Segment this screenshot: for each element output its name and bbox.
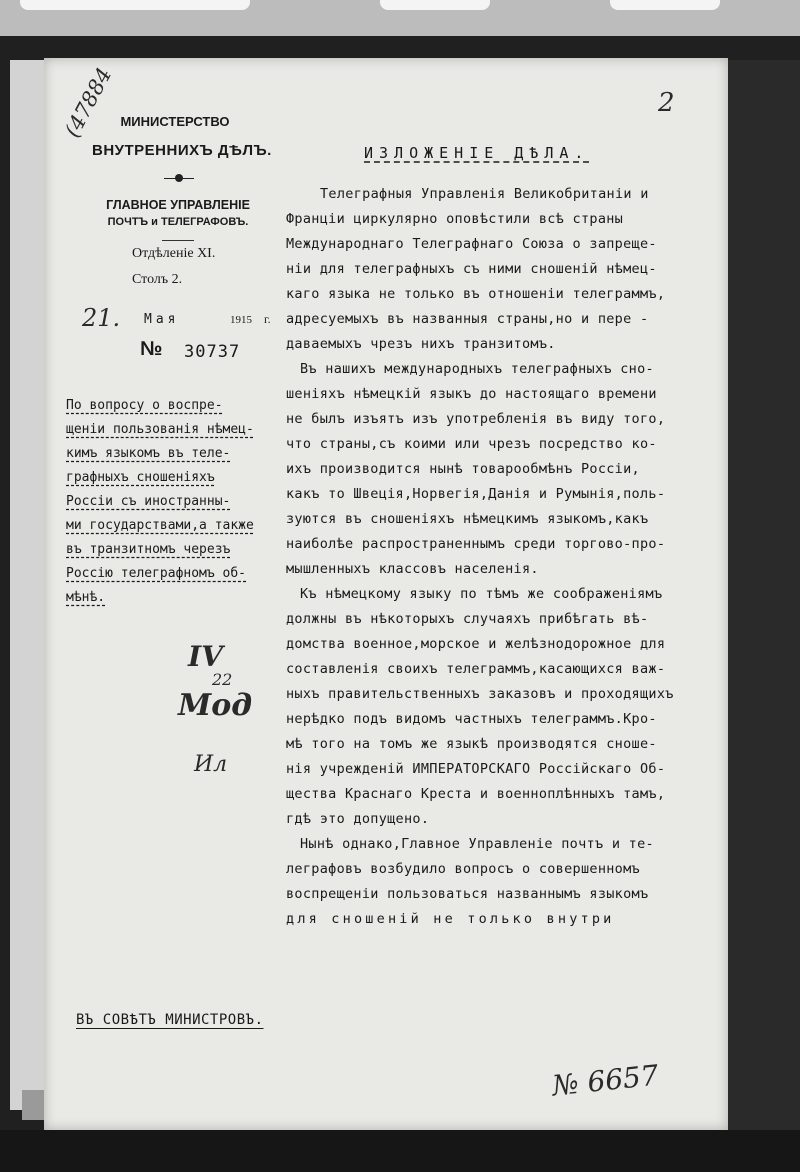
body-line: Нынѣ однако,Главное Управленіе почтъ и те- xyxy=(300,836,654,852)
body-line: Въ нашихъ международныхъ телеграфныхъ сно- xyxy=(300,361,654,377)
marginal-note: 22 xyxy=(212,670,233,689)
marginal-note: IV xyxy=(188,640,223,673)
statement-heading: ИЗЛОЖЕНІЕ ДѢЛА. xyxy=(364,144,590,162)
body-line: Франціи циркулярно оповѣстили всѣ страны xyxy=(286,211,624,227)
body-line: мѣ того на томъ же языкѣ производятся сноше- xyxy=(286,736,657,752)
document-page xyxy=(44,58,728,1130)
body-line: нія учрежденій ИМПЕРАТОРСКАГО Россійскаго Об- xyxy=(286,761,666,777)
film-strip-top xyxy=(0,0,800,36)
body-line: каго языка не только въ отношеніи телеграммъ, xyxy=(286,286,666,302)
page-number: 2 xyxy=(658,88,675,118)
body-line: что страны,съ коими или чрезъ посредство ко- xyxy=(286,436,657,452)
body-line: домства военное,морское и желѣзнодорожное для xyxy=(286,636,666,652)
department-line2: ПОЧТЪ и ТЕЛЕГРАФОВЪ. xyxy=(107,216,249,228)
body-line: шеніяхъ нѣмецкій языкъ до настоящаго времени xyxy=(286,386,657,402)
body-line: леграфовъ возбудило вопросъ о совершенномъ xyxy=(286,861,640,877)
body-line: ихъ производится нынѣ товарообмѣнъ Россіи, xyxy=(286,461,640,477)
date-month: Мая xyxy=(144,312,180,327)
marginal-note: Мод xyxy=(178,688,253,723)
registration-number: № 6657 xyxy=(550,1058,661,1103)
ministry-name-line2: ВНУТРЕННИХЪ ДѢЛЪ. xyxy=(92,142,272,159)
body-line: Къ нѣмецкому языку по тѣмъ же соображеніямъ xyxy=(300,586,663,602)
body-line: нерѣдко подъ видомъ частныхъ телеграммъ.Кро- xyxy=(286,711,657,727)
subject-line: ми государствами,а также xyxy=(66,518,254,533)
body-line: для сношеній не только внутри xyxy=(286,911,615,927)
number-sign: № xyxy=(140,338,163,360)
date-day: 21. xyxy=(82,304,121,332)
body-line: не былъ изъятъ изъ употребленія въ виду того, xyxy=(286,411,666,427)
ornament-dot xyxy=(175,174,183,182)
subject-line: кимъ языкомъ въ теле- xyxy=(66,446,231,461)
marginal-note: Ил xyxy=(194,752,228,777)
subject-line: По вопросу о воспре- xyxy=(66,398,223,413)
body-line: мышленныхъ классовъ населенія. xyxy=(286,561,539,577)
body-line: ніи для телеграфныхъ съ ними сношеній нѣмец- xyxy=(286,261,657,277)
ministry-name-line1: МИНИСТЕРСТВО xyxy=(120,114,230,129)
body-line: щества Краснаго Креста и военноплѣнныхъ тамъ, xyxy=(286,786,666,802)
sprocket-hole xyxy=(20,0,250,10)
body-line: какъ то Швеція,Норвегія,Данія и Румынія,поль- xyxy=(286,486,666,502)
body-line: наиболѣе распространеннымъ среди торгово-про- xyxy=(286,536,666,552)
film-dark-margin xyxy=(720,60,800,1140)
body-line: даваемыхъ чрезъ нихъ транзитомъ. xyxy=(286,336,556,352)
stol-label: Столъ 2. xyxy=(132,272,183,287)
body-line: составленія своихъ телеграммъ,касающихся важ- xyxy=(286,661,666,677)
subject-line: Россію телеграфномъ об- xyxy=(66,566,247,581)
body-line: должны въ нѣкоторыхъ случаяхъ прибѣгать вѣ- xyxy=(286,611,649,627)
sprocket-hole xyxy=(610,0,720,10)
body-line: зуются въ сношеніяхъ нѣмецкимъ языкомъ,какъ xyxy=(286,511,649,527)
subject-line: щеніи пользованія нѣмец- xyxy=(66,422,254,437)
department-line1: ГЛАВНОЕ УПРАВЛЕНІЕ xyxy=(106,198,250,212)
subject-line: Россіи съ иностранны- xyxy=(66,494,231,509)
body-line: воспрещеніи пользоваться названнымъ языкомъ xyxy=(286,886,649,902)
otdelenie-label: Отдѣленіе XI. xyxy=(132,246,216,261)
film-strip-bottom xyxy=(0,1130,800,1172)
body-line: Телеграфныя Управленія Великобританіи и xyxy=(320,186,649,202)
archive-number-annotation: (47884 xyxy=(60,63,117,142)
body-line: гдѣ это допущено. xyxy=(286,811,430,827)
subject-line: графныхъ сношеніяхъ xyxy=(66,470,215,485)
header-divider xyxy=(162,240,194,241)
date-suffix: г. xyxy=(264,312,271,326)
body-line: Международнаго Телеграфнаго Союза о запреще- xyxy=(286,236,657,252)
subject-line: мѣнѣ. xyxy=(66,590,106,605)
body-line: адресуемыхъ въ названныя страны,но и пере - xyxy=(286,311,649,327)
date-year: 1915 xyxy=(230,314,252,326)
sprocket-hole xyxy=(380,0,490,10)
addressee: ВЪ СОВѢТЪ МИНИСТРОВЪ. xyxy=(76,1012,264,1028)
outgoing-number: 30737 xyxy=(184,342,241,362)
body-line: ныхъ правительственныхъ заказовъ и проходящихъ xyxy=(286,686,674,702)
subject-line: въ транзитномъ черезъ xyxy=(66,542,231,557)
